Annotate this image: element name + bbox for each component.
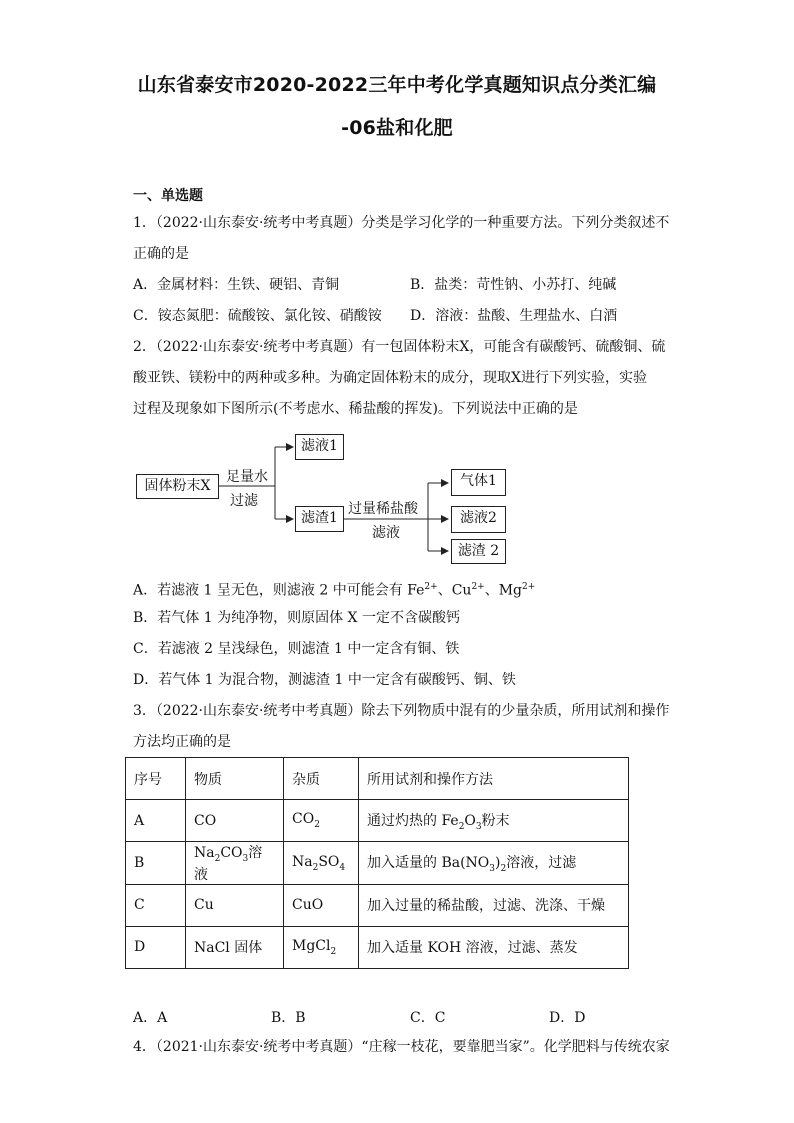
box-solid-powder-x: 固体粉末X (136, 474, 219, 499)
method-text: 粉末 (481, 812, 510, 829)
box-filtrate-1: 滤液1 (295, 434, 344, 460)
box-gas-1: 气体1 (451, 469, 506, 496)
label-filter-1: 过滤 (230, 493, 258, 509)
formula-subscript: 3 (489, 863, 496, 874)
box-residue-2: 滤渣 2 (451, 539, 506, 564)
cell-id: B (126, 842, 186, 885)
ion-charge: 2+ (522, 582, 536, 592)
box-residue-1: 滤渣1 (295, 506, 344, 532)
table-row (126, 800, 629, 842)
table-row (126, 884, 629, 926)
cell-impurity (284, 842, 359, 885)
label-excess-dilute-hcl: 过量稀盐酸 (348, 501, 418, 517)
cell-method (359, 842, 629, 885)
formula-subscript: 2 (314, 819, 320, 830)
formula-subscript: 2 (458, 821, 465, 832)
cell-impurity: CuO (284, 884, 359, 926)
formula-text: CO (292, 811, 315, 828)
q1-stem-line-1: 1．（2022·山东泰安·统考中考真题）分类是学习化学的一种重要方法。下列分类叙述不 (133, 215, 670, 231)
q1-option-b: B．盐类：苛性钠、小苏打、纯碱 (410, 277, 617, 293)
formula-text: 溶液 (194, 845, 263, 883)
q3-stem-line-1: 3．（2022·山东泰安·统考中考真题）除去下列物质中混有的少量杂质，所用试剂和操作 (133, 703, 670, 719)
cell-impurity (284, 926, 359, 968)
formula-text: MgCl (292, 937, 331, 954)
q1-option-a: A．金属材料：生铁、硬铝、青铜 (133, 277, 340, 293)
q3-answer-b: B．B (271, 1010, 306, 1026)
label-sufficient-water: 足量水 (226, 469, 268, 485)
q1-option-c: C．铵态氮肥：硫酸铵、氯化铵、硝酸铵 (133, 308, 382, 324)
document-title-line-1: 山东省泰安市2020-2022三年中考化学真题知识点分类汇编 (137, 74, 657, 96)
q3-answer-c: C．C (410, 1010, 446, 1026)
ion-charge: 2+ (471, 582, 485, 592)
ion-charge: 2+ (424, 582, 438, 592)
table-header-row (126, 758, 629, 800)
cell-method (359, 800, 629, 842)
q2-option-a-text: 、Mg (484, 582, 523, 599)
formula-text: CO (220, 845, 243, 861)
method-text: ) (495, 855, 501, 871)
formula-subscript: 2 (214, 853, 221, 864)
formula-text: SO (318, 853, 340, 870)
header-cell: 所用试剂和操作方法 (359, 758, 629, 800)
header-cell: 杂质 (284, 758, 359, 800)
formula-subscript: 2 (312, 862, 319, 873)
q2-option-a (133, 578, 535, 600)
document-title-line-2: -06盐和化肥 (341, 117, 453, 139)
formula-subscript: 3 (475, 821, 482, 832)
cell-substance: Cu (186, 884, 284, 926)
cell-id: C (126, 884, 186, 926)
method-text: 加入适量的 Ba(NO (367, 855, 490, 871)
cell-substance (186, 842, 284, 885)
q2-option-a-text: 、Cu (437, 582, 472, 599)
q4-stem-line-1: 4．（2021·山东泰安·统考中考真题）“庄稼一枝花，要靠肥当家”。化学肥料与传统农家 (133, 1039, 670, 1055)
cell-impurity (284, 800, 359, 842)
q2-option-b: B．若气体 1 为纯净物，则原固体 X 一定不含碳酸钙 (133, 610, 460, 626)
q3-answer-d: D．D (549, 1010, 586, 1026)
formula-subscript: 2 (330, 946, 337, 957)
formula-subscript: 2 (500, 863, 507, 874)
q2-option-a-text: A．若滤液 1 呈无色，则滤液 2 中可能会有 Fe (133, 582, 425, 599)
method-text: 溶液，过滤 (506, 855, 577, 871)
cell-method: 加入适量 KOH 溶液，过滤、蒸发 (359, 926, 629, 968)
section-heading: 一、单选题 (133, 188, 203, 204)
q1-option-d: D．溶液：盐酸、生理盐水、白酒 (410, 308, 618, 324)
q3-answer-a: A．A (133, 1010, 168, 1026)
q2-stem-line-2: 酸亚铁、镁粉中的两种或多种。为确定固体粉末的成分，现取X进行下列实验，实验 (133, 370, 647, 386)
method-text: 通过灼热的 Fe (367, 812, 459, 829)
formula-subscript: 4 (339, 862, 346, 873)
cell-method: 加入过量的稀盐酸，过滤、洗涤、干燥 (359, 884, 629, 926)
label-filter-2: 滤液 (372, 525, 400, 541)
q2-stem-line-3: 过程及现象如下图所示(不考虑水、稀盐酸的挥发)。下列说法中正确的是 (133, 401, 578, 417)
q3-table (125, 757, 629, 969)
q2-option-d: D．若气体 1 为混合物，测滤渣 1 中一定含有碳酸钙、铜、铁 (133, 672, 516, 688)
header-cell: 序号 (126, 758, 186, 800)
header-cell: 物质 (186, 758, 284, 800)
q3-stem-line-2: 方法均正确的是 (133, 734, 231, 750)
q1-stem-line-2: 正确的是 (133, 246, 189, 262)
table-row (126, 842, 629, 885)
q2-stem-line-1: 2．（2022·山东泰安·统考中考真题）有一包固体粉末X，可能含有碳酸钙、硫酸铜、硫 (133, 339, 666, 355)
formula-subscript: 3 (242, 853, 249, 864)
formula-text: Na (194, 845, 215, 861)
cell-id: A (126, 800, 186, 842)
box-filtrate-2: 滤液2 (451, 506, 506, 533)
cell-substance: CO (186, 800, 284, 842)
table-row (126, 926, 629, 968)
q2-option-c: C．若滤液 2 呈浅绿色，则滤渣 1 中一定含有铜、铁 (133, 641, 460, 657)
method-text: O (464, 812, 476, 829)
cell-substance: NaCl 固体 (186, 926, 284, 968)
formula-text: Na (292, 853, 313, 870)
cell-id: D (126, 926, 186, 968)
